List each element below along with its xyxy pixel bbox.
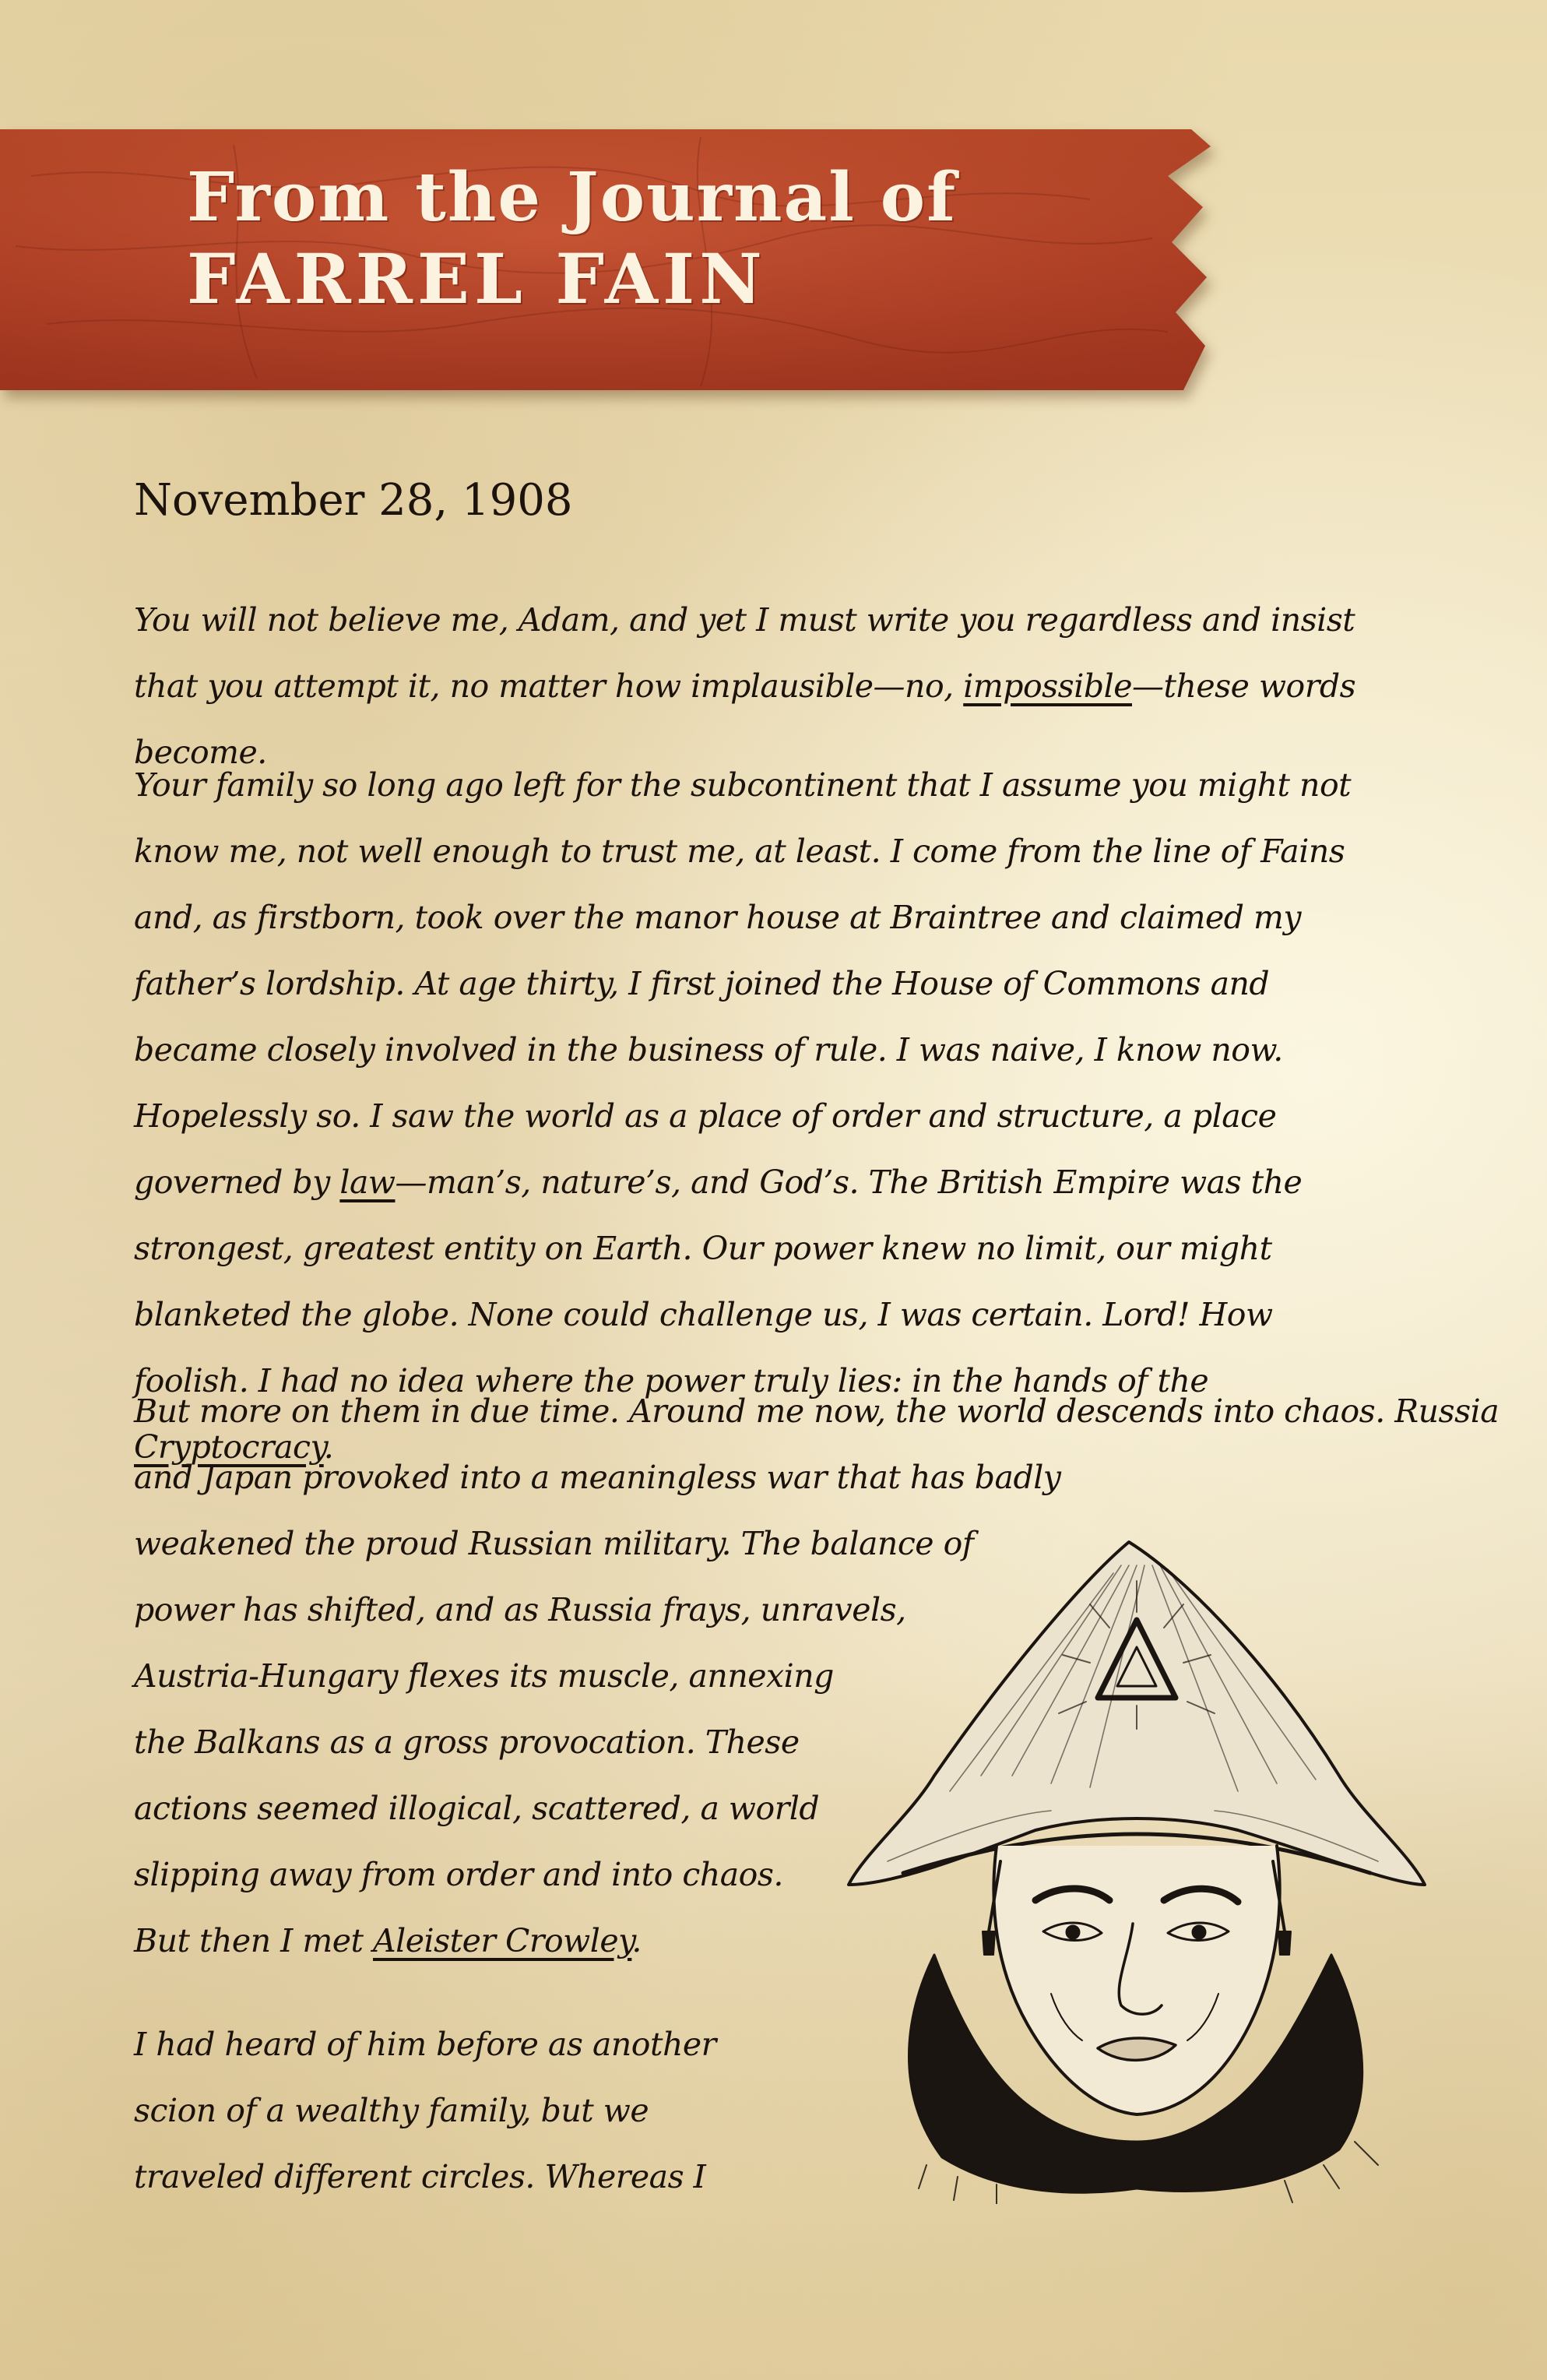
paragraph-3-line: Austria-Hungary flexes its muscle, annexing	[134, 1657, 834, 1695]
paragraph-3-line: But more on them in due time. Around me now, the world descends into chaos. Russia	[134, 1392, 1500, 1430]
paragraph-3-line: actions seemed illogical, scattered, a world	[134, 1790, 820, 1827]
journal-title-line-1: From the Journal of	[187, 158, 958, 237]
paragraph-4-line: scion of a wealthy family, but we	[134, 2092, 649, 2129]
paragraph-3-line: power has shifted, and as Russia frays, unravels,	[134, 1591, 906, 1628]
paragraph-3-line: and Japan provoked into a meaningless war that has badly	[134, 1459, 1061, 1496]
underlined-name-aleister-crowley: Aleister Crowley	[373, 1922, 632, 1959]
paragraph-1: You will not believe me, Adam, and yet I must write you regardless and insist that you attempt it, no matter how implausible—no, impossible—these words become.	[134, 601, 1356, 771]
paragraph-3-line: weakened the proud Russian military. The balance of	[134, 1525, 974, 1562]
journal-author-name: FARREL FAIN	[187, 238, 767, 319]
paragraph-4-line: traveled different circles. Whereas I	[134, 2158, 706, 2195]
portrait-illustration	[802, 1519, 1440, 2204]
entry-date: November 28, 1908	[134, 475, 573, 526]
underlined-word-cryptocracy: Cryptocracy	[134, 1428, 324, 1466]
underlined-word-impossible: impossible	[963, 667, 1132, 705]
paragraph-3-line: slipping away from order and into chaos.	[134, 1856, 783, 1893]
paragraph-4-line: I had heard of him before as another	[134, 2026, 716, 2063]
underlined-word-law: law	[339, 1164, 396, 1201]
paragraph-2: Your family so long ago left for the subcontinent that I assume you might not know me, not well enough to trust me, at least. I come from the line of Fains and, as firstborn, took over the manor house at Braintree and claimed my father’s lordship. At age thirty, I first joined the House of Commons and became closely involved in the business of rule. I was naive, I know now. Hopelessly so. I saw the world as a place of order and structure, a place governed by law—man’s, nature’s, and God’s. The British Empire was the strongest, greatest entity on Earth. Our power knew no limit, our might blanketed the globe. None could challenge us, I was certain. Lord! How foolish. I had no idea where the power truly lies: in the hands of the Cryptocracy.	[134, 766, 1352, 1466]
paragraph-3-line: the Balkans as a gross provocation. These	[134, 1723, 800, 1761]
journal-title	[187, 160, 957, 319]
paragraph-3-line: But then I met Aleister Crowley.	[134, 1922, 642, 1959]
